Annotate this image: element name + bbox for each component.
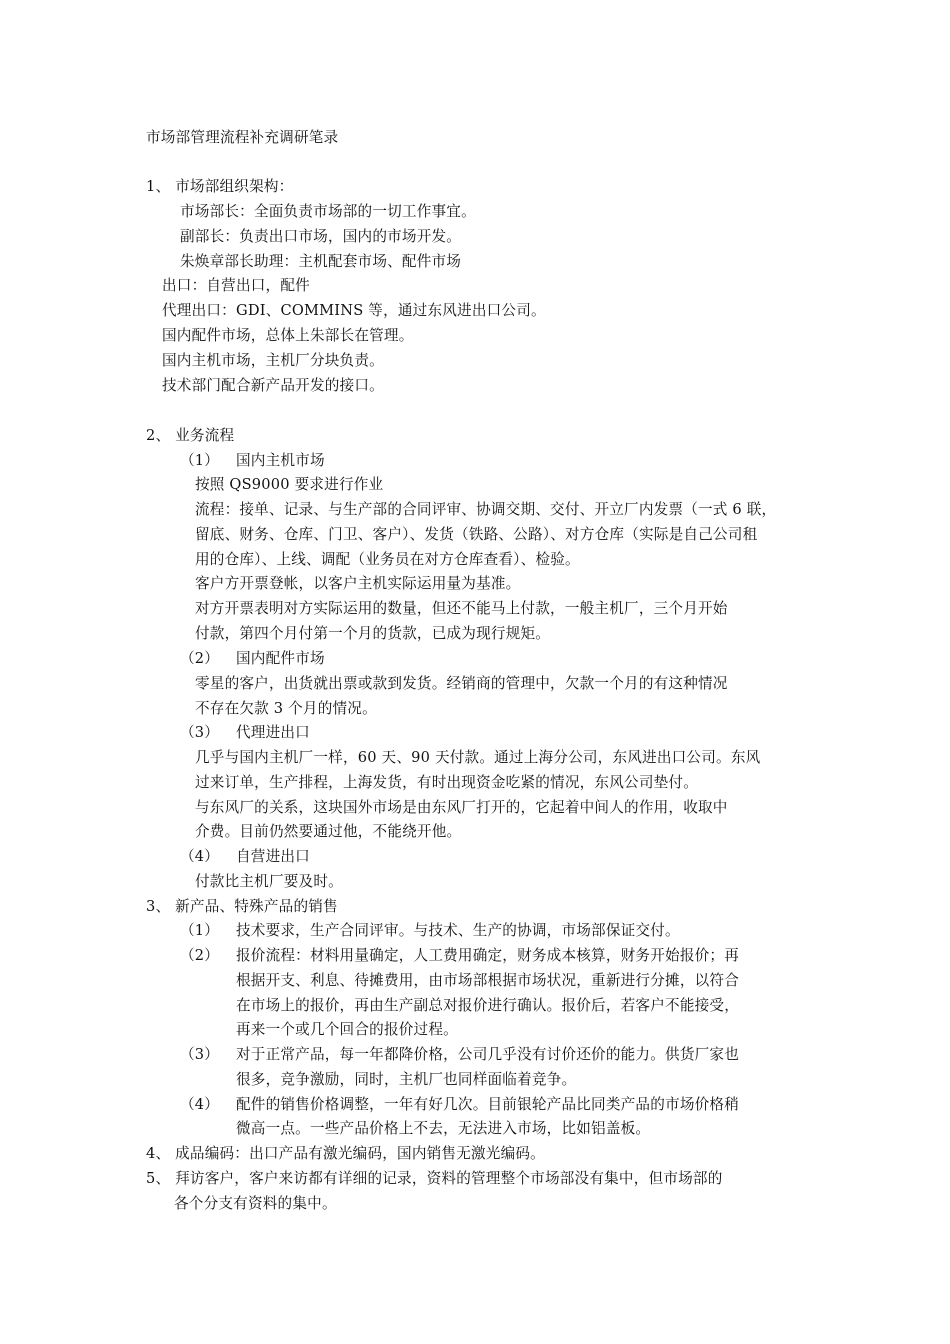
section-1-line: 代理出口：GDI、COMMINS 等，通过东风进出口公司。 [162,302,546,319]
subsection-title: 自营进出口 [236,848,310,865]
item-line: 微高一点。一些产品价格上不去，无法进入市场，比如铝盖板。 [236,1120,651,1137]
item-line: 技术要求，生产合同评审。与技术、生产的协调，市场部保证交付。 [236,922,680,939]
section-1-line: 国内配件市场，总体上朱部长在管理。 [162,327,414,344]
item-number: （1） [180,922,220,939]
paragraph-line: 用的仓库）、上线、调配（业务员在对方仓库查看）、检验。 [195,551,580,568]
item-line: 报价流程：材料用量确定，人工费用确定，财务成本核算，财务开始报价；再 [236,947,739,964]
paragraph-line: 留底、财务、仓库、门卫、客户）、发货（铁路、公路）、对方仓库（实际是自己公司租 [195,526,758,543]
section-3-heading: 3、 新产品、特殊产品的销售 [146,898,338,915]
item-number: （4） [180,1096,220,1113]
paragraph-line: 零星的客户，出货就出票或款到发货。经销商的管理中，欠款一个月的有这种情况 [195,675,728,692]
item-line: 根据开支、利息、待摊费用，由市场部根据市场状况，重新进行分摊，以符合 [236,972,739,989]
paragraph-line: 对方开票表明对方实际运用的数量，但还不能马上付款，一般主机厂，三个月开始 [195,600,728,617]
document-title: 市场部管理流程补充调研笔录 [146,129,339,146]
subsection-number: （3） [180,724,220,741]
section-1-line: 出口：自营出口，配件 [162,277,310,294]
subsection-title: 国内主机市场 [236,452,325,469]
section-1-line: 市场部长：全面负责市场部的一切工作事宜。 [180,203,476,220]
paragraph-line: 流程：接单、记录、与生产部的合同评审、协调交期、交付、开立厂内发票（一式 6 联， [195,501,777,518]
section-5-text: 各个分支有资料的集中。 [174,1195,337,1212]
item-line: 很多，竞争激励，同时，主机厂也同样面临着竞争。 [236,1071,577,1088]
section-1-line: 国内主机市场，主机厂分块负责。 [162,352,384,369]
section-5-text: 5、 拜访客户，客户来访都有详细的记录，资料的管理整个市场部没有集中，但市场部的 [146,1170,723,1187]
section-1-line: 技术部门配合新产品开发的接口。 [162,377,384,394]
item-line: 在市场上的报价，再由生产副总对报价进行确认。报价后，若客户不能接受， [236,997,739,1014]
subsection-title: 国内配件市场 [236,650,325,667]
item-line: 配件的销售价格调整，一年有好几次。目前银轮产品比同类产品的市场价格稍 [236,1096,739,1113]
item-line: 再来一个或几个回合的报价过程。 [236,1021,458,1038]
item-number: （3） [180,1046,220,1063]
item-number: （2） [180,947,220,964]
paragraph-line: 过来订单，生产排程，上海发货，有时出现资金吃紧的情况，东风公司垫付。 [195,774,698,791]
paragraph-line: 付款比主机厂要及时。 [195,873,343,890]
paragraph-line: 不存在欠款 3 个月的情况。 [195,700,377,717]
subsection-number: （1） [180,452,220,469]
paragraph-line: 客户方开票登帐，以客户主机实际运用量为基准。 [195,575,521,592]
section-2-heading: 2、 业务流程 [146,427,235,444]
subsection-title: 代理进出口 [236,724,310,741]
paragraph-line: 与东风厂的关系，这块国外市场是由东风厂打开的，它起着中间人的作用，收取中 [195,799,728,816]
paragraph-line: 几乎与国内主机厂一样，60 天、90 天付款。通过上海分公司，东风进出口公司。东风 [195,749,761,766]
subsection-number: （2） [180,650,220,667]
paragraph-line: 按照 QS9000 要求进行作业 [195,476,384,493]
item-line: 对于正常产品，每一年都降价格，公司几乎没有讨价还价的能力。供货厂家也 [236,1046,739,1063]
paragraph-line: 付款，第四个月付第一个月的货款，已成为现行规矩。 [195,625,551,642]
subsection-number: （4） [180,848,220,865]
section-1-line: 朱焕章部长助理：主机配套市场、配件市场 [180,253,462,270]
section-4-text: 4、 成品编码：出口产品有激光编码，国内销售无激光编码。 [146,1145,545,1162]
section-1-line: 副部长：负责出口市场，国内的市场开发。 [180,228,462,245]
paragraph-line: 介费。目前仍然要通过他，不能绕开他。 [195,823,462,840]
section-1-heading: 1、 市场部组织架构： [146,178,294,195]
